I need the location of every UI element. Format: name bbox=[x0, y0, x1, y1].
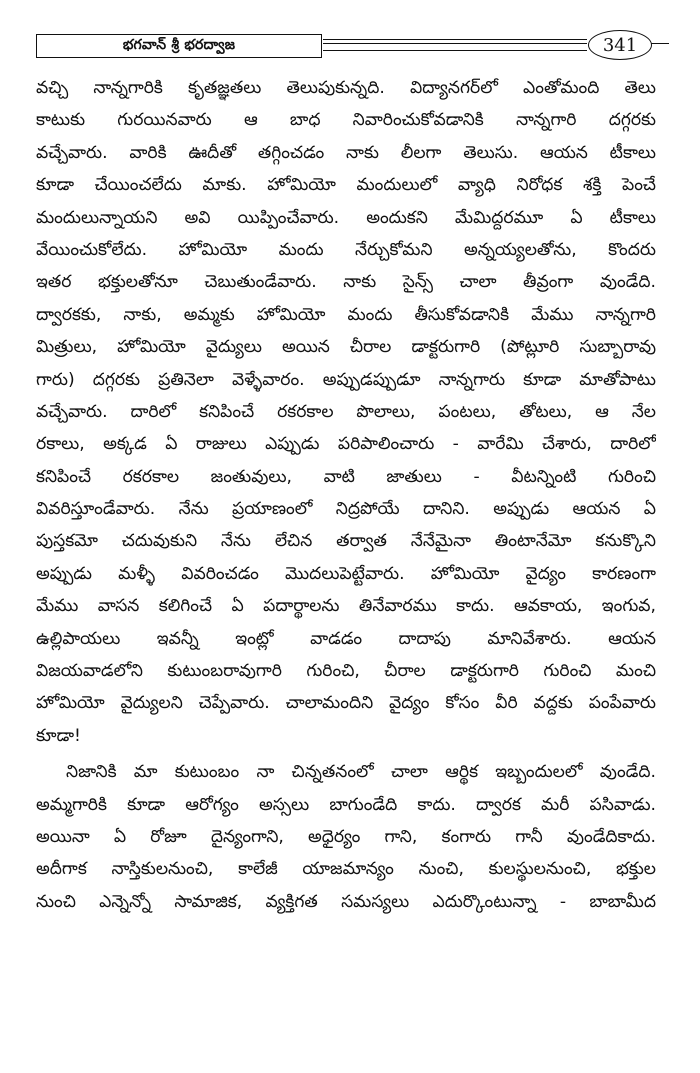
body-text bbox=[36, 72, 656, 918]
header-rule-tail bbox=[651, 43, 669, 44]
text-line: అమ్మగారికి కూడా ఆరోగ్యం అస్సలు బాగుండేది కాదు. ద్వారక మరీ పసివాడు. bbox=[36, 794, 656, 815]
text-line: అప్పుడు మళ్ళీ వివరించడం మొదలుపెట్టేవారు. హోమియో వైద్యం కారణంగా bbox=[36, 563, 656, 584]
text-line: మేము వాసన కలిగించే ఏ పదార్థాలను తినేవారము కాదు. ఆవకాయ, ఇంగువ, bbox=[36, 596, 656, 617]
text-line: కనిపించే రకరకాల జంతువులు, వాటి జాతులు - వీటన్నింటి గురించి bbox=[36, 466, 656, 487]
text-line: వచ్చి నాన్నగారికి కృతజ్ఞతలు తెలుపుకున్నది. విద్యానగర్‌లో ఎంతోమంది తెలు bbox=[36, 78, 656, 98]
text-line: విజయవాడలోని కుటుంబరావుగారి గురించి, చీరాల డాక్టరుగారి గురించి మంచి bbox=[36, 661, 656, 682]
paragraph bbox=[36, 756, 656, 918]
page-number: 341 bbox=[588, 30, 652, 60]
text-line: ద్వారకకు, నాకు, అమ్మకు హోమియో మందు తీసుకోవడానికి మేము నాన్నగారి bbox=[36, 304, 656, 325]
text-line: గారు) దగ్గరకు ప్రతినెలా వెళ్ళేవారం. అప్పుడప్పుడూ నాన్నగారు కూడా మాతోపాటు bbox=[36, 369, 656, 390]
text-line: పుస్తకమో చదువుకుని నేను లేచిన తర్వాత నేనేమైనా తింటానేమో కనుక్కొని bbox=[36, 531, 656, 552]
running-header bbox=[36, 30, 676, 64]
text-line: వచ్చేవారు. వారికి ఊదీతో తగ్గించడం నాకు లీలగా తెలుసు. ఆయన టీకాలు bbox=[36, 142, 656, 163]
book-title: భగవాన్ శ్రీ భరద్వాజ bbox=[36, 34, 322, 58]
header-rule bbox=[323, 39, 587, 51]
text-line: కాటుకు గురయినవారు ఆ బాధ నివారించుకోవడానికి నాన్నగారి దగ్గరకు bbox=[36, 110, 656, 131]
text-line: రకాలు, అక్కడ ఏ రాజులు ఎప్పుడు పరిపాలించారు - వారేమి చేశారు, దారిలో bbox=[36, 434, 656, 455]
text-line: మిత్రులు, హోమియో వైద్యులు అయిన చీరాల డాక్టరుగారి (పోట్లూరి సుబ్బారావు bbox=[36, 337, 656, 358]
text-line: వచ్చేవారు. దారిలో కనిపించే రకరకాల పొలాలు, పంటలు, తోటలు, ఆ నేల bbox=[36, 401, 656, 422]
text-line: ఇతర భక్తులతోనూ చెబుతుండేవారు. నాకు సైన్స్ చాలా తీవ్రంగా వుండేది. bbox=[36, 272, 656, 293]
text-line: నుంచి ఎన్నెన్నో సామాజిక, వ్యక్తిగత సమస్యలు ఎదుర్కొంటున్నా - బాబామీద bbox=[36, 891, 656, 912]
text-line: మందులున్నాయని అవి యిప్పించేవారు. అందుకని మేమిద్దరమూ ఏ టీకాలు bbox=[36, 207, 656, 228]
text-line: హోమియో వైద్యులని చెప్పేవారు. చాలామందిని వైద్యం కోసం వీరి వద్దకు పంపేవారు bbox=[36, 693, 656, 714]
text-line: ఉల్లిపాయలు ఇవన్నీ ఇంట్లో వాడడం దాదాపు మానివేశారు. ఆయన bbox=[36, 628, 656, 649]
text-line: వేయించుకోలేదు. హోమియో మందు నేర్చుకోమని అన్నయ్యలతోను, కొందరు bbox=[36, 239, 656, 260]
text-line: కూడా! bbox=[36, 725, 81, 746]
text-line: కూడా చేయించలేదు మాకు. హోమియో మందులులో వ్యాధి నిరోధక శక్తి పెంచే bbox=[36, 175, 656, 196]
text-line: నిజానికి మా కుటుంబం నా చిన్నతనంలో చాలా ఆర్థిక ఇబ్బందులలో వుండేది. bbox=[66, 762, 656, 783]
text-line: అయినా ఏ రోజూ దైన్యంగాని, అధైర్యం గాని, కంగారు గానీ వుండేదికాదు. bbox=[36, 826, 656, 847]
text-line: అదీగాక నాస్తికులనుంచి, కాలేజీ యాజమాన్యం నుంచి, కులస్థులనుంచి, భక్తుల bbox=[36, 859, 656, 880]
paragraph bbox=[36, 72, 656, 752]
text-line: వివరిస్తూండేవారు. నేను ప్రయాణంలో నిద్రపోయే దానిని. అప్పుడు ఆయన ఏ bbox=[36, 499, 656, 520]
